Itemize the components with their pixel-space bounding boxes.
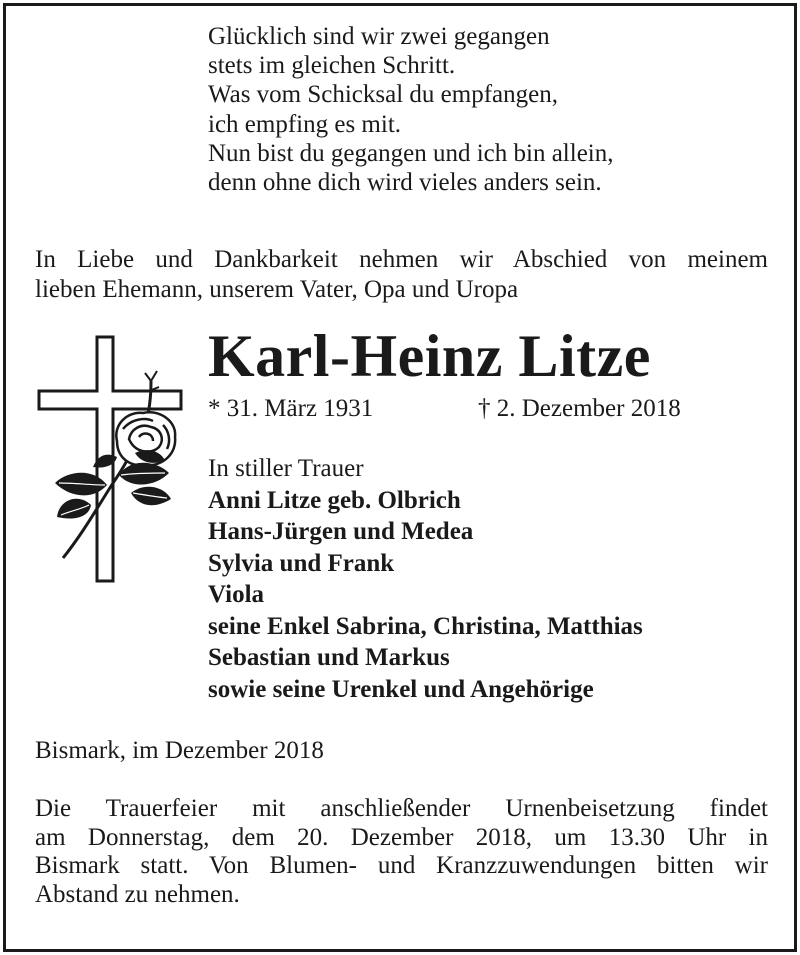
ceremony-line: Die Trauerfeier mit anschließender Urnenbeisetzung findet [35,795,768,822]
intro-line: In Liebe und Dankbarkeit nehmen wir Abschied von meinem [35,246,768,273]
poem [208,22,613,197]
poem-line: Glücklich sind wir zwei gegangen [208,23,550,50]
ceremony-line: am Donnerstag, dem 20. Dezember 2018, um 13.30 Uhr in [35,823,768,851]
poem-line: ich empfing es mit. [208,110,402,138]
mourner-entry: seine Enkel Sabrina, Christina, Matthias [208,612,643,640]
mourners-list [208,453,643,705]
mourner-entry: Sylvia und Frank [208,549,395,577]
mourners-intro: In stiller Trauer [208,455,364,482]
ceremony-info [35,795,768,909]
birth-date: * 31. März 1931 [208,395,374,422]
poem-line: denn ohne dich wird vieles anders sein. [208,169,602,197]
cross-with-rose-icon [35,333,190,585]
death-date: † 2. Dezember 2018 [478,395,681,422]
mourner-entry: Anni Litze geb. Olbrich [208,486,461,514]
poem-line: Nun bist du gegangen und ich bin allein, [208,139,614,167]
mourner-entry: Hans-Jürgen und Medea [208,518,474,545]
farewell-intro [35,245,768,305]
mourner-entry: sowie seine Urenkel und Angehörige [208,675,594,703]
deceased-name: Karl-Heinz Litze [208,323,651,389]
mourner-entry: Viola [208,581,265,608]
ceremony-line: Bismark statt. Von Blumen- und Kranzzuwendungen bitten wir [35,852,768,879]
poem-line: stets im gleichen Schritt. [208,52,456,80]
intro-line: lieben Ehemann, unserem Vater, Opa und Uropa [35,276,519,303]
ceremony-line: Abstand zu nehmen. [35,880,240,908]
mourner-entry: Sebastian und Markus [208,644,450,671]
place-and-date: Bismark, im Dezember 2018 [35,737,324,764]
poem-line: Was vom Schicksal du empfangen, [208,81,558,109]
